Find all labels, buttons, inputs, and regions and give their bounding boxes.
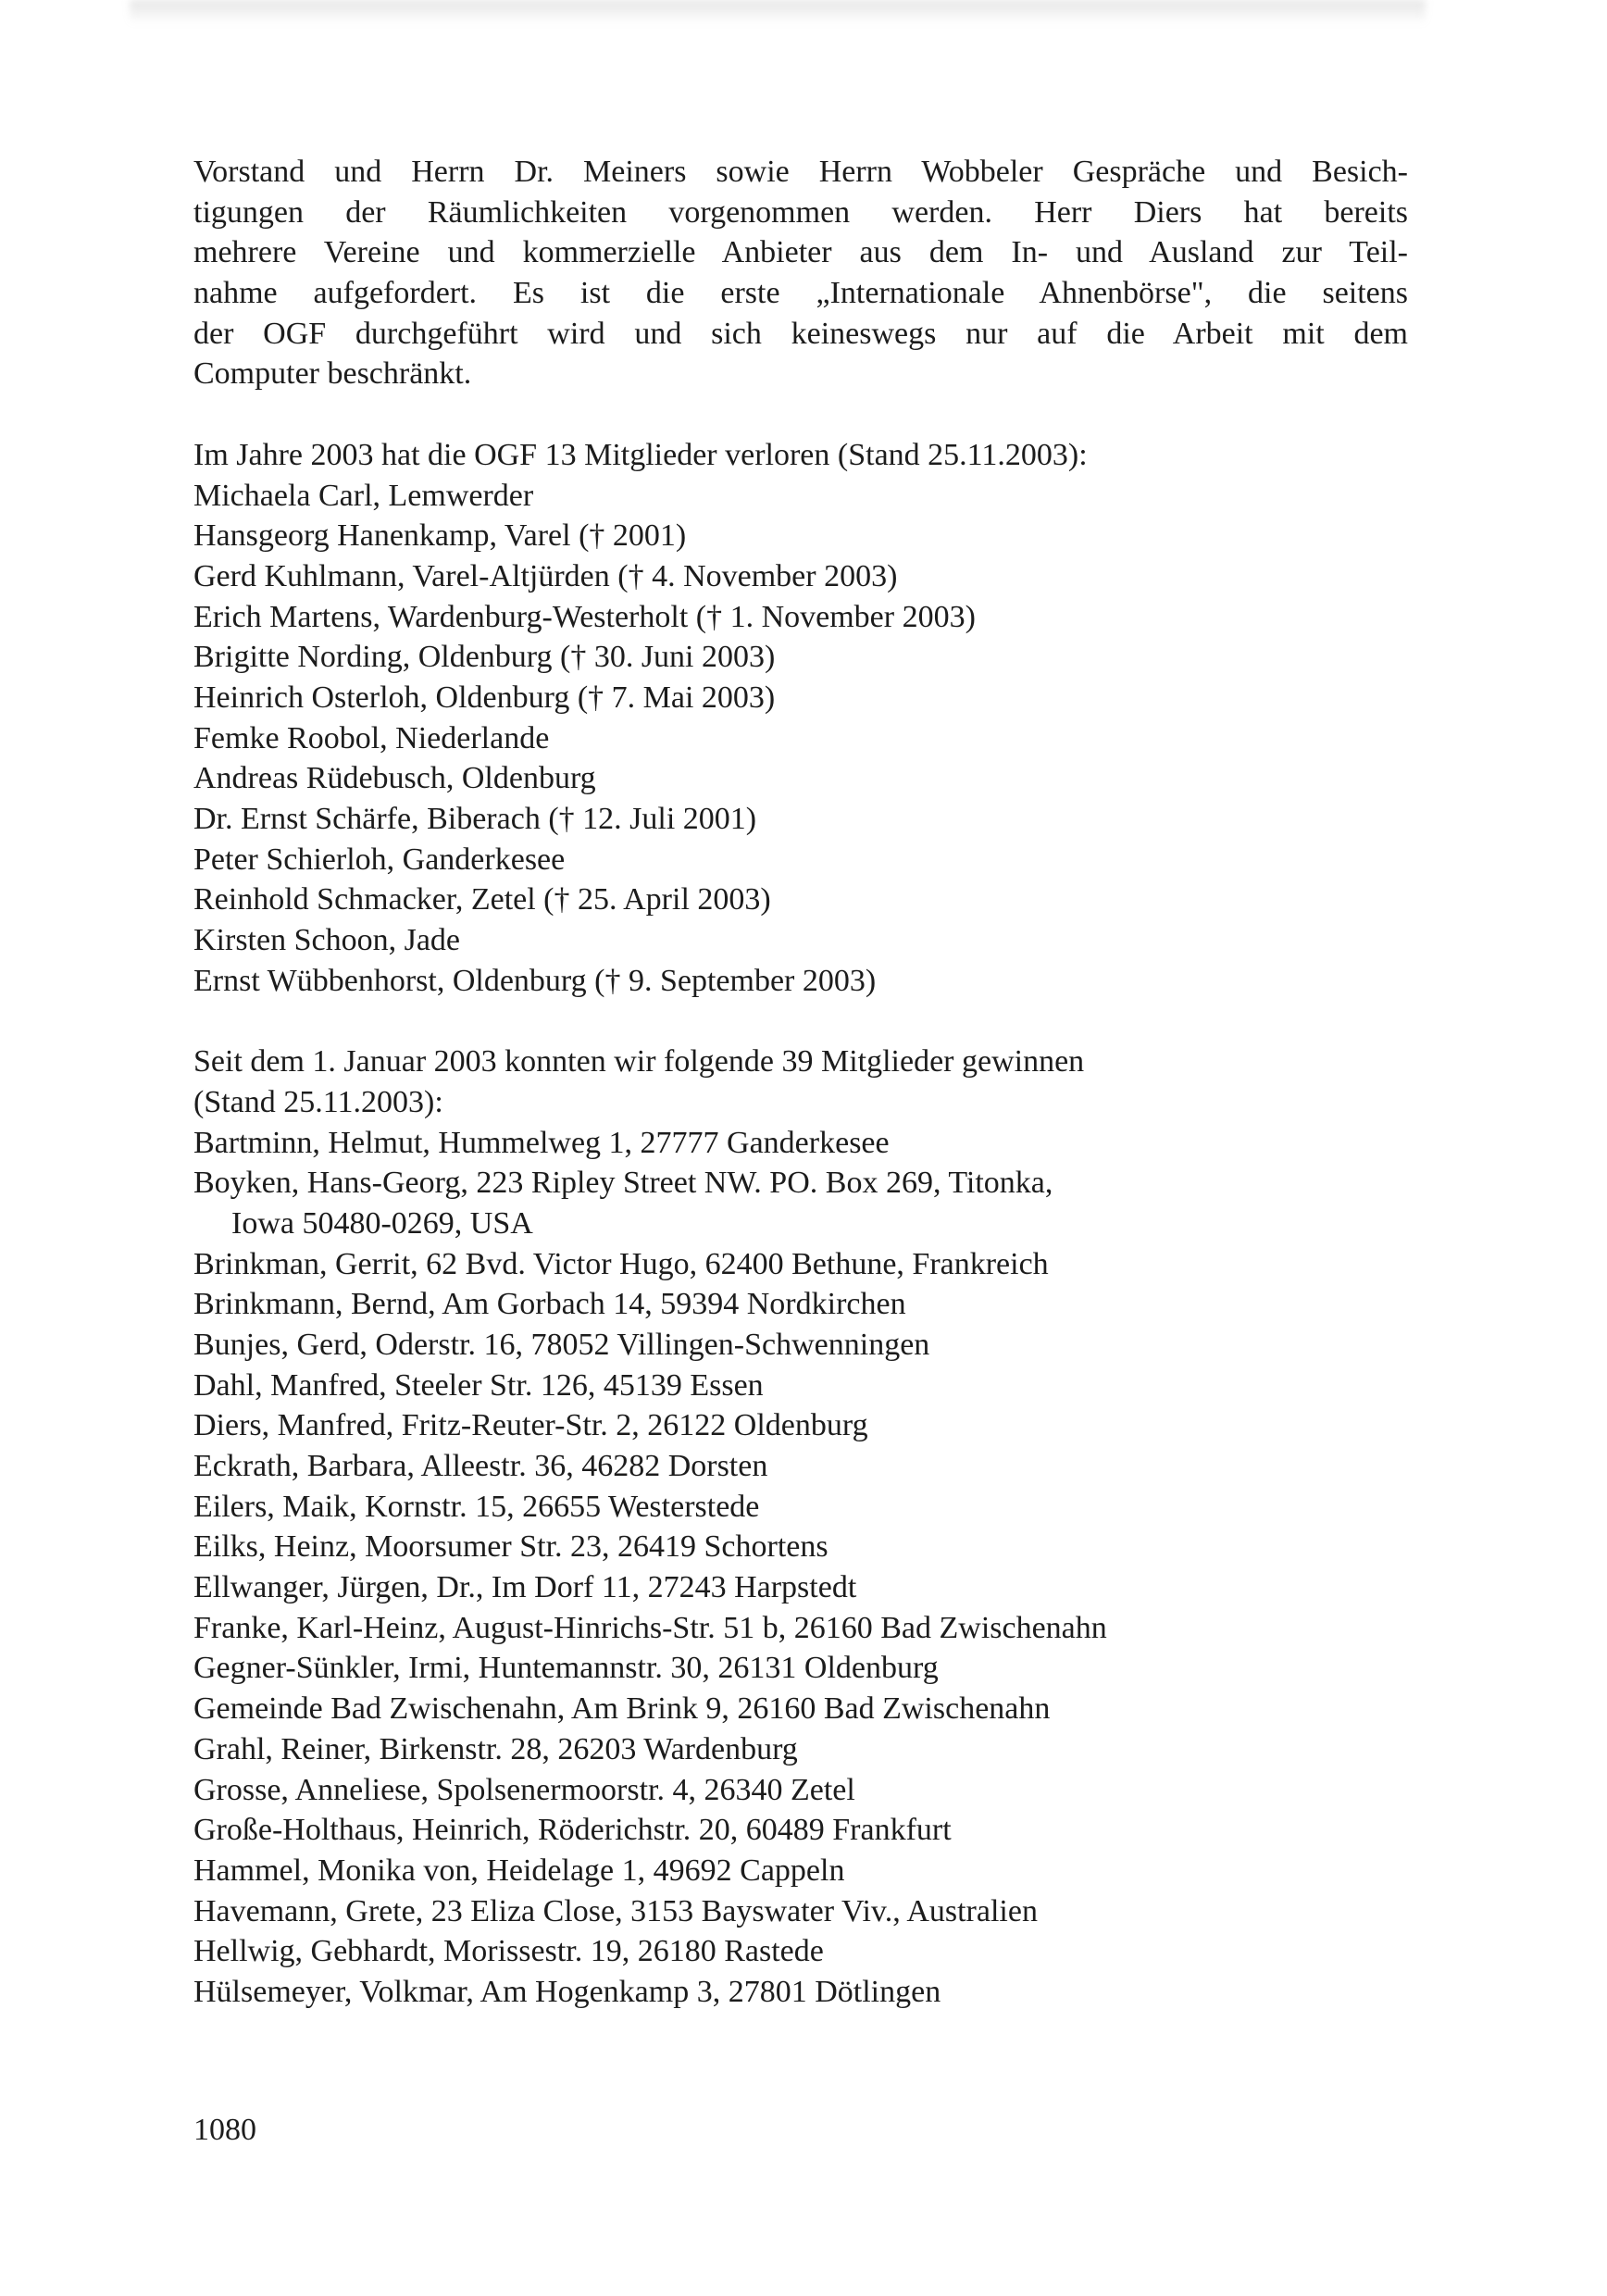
list-item: Dr. Ernst Schärfe, Biberach († 12. Juli 2001) (193, 802, 757, 836)
list-item: Hammel, Monika von, Heidelage 1, 49692 Cappeln (193, 1853, 845, 1888)
list-item: Erich Martens, Wardenburg-Westerholt († 1. November 2003) (193, 599, 976, 634)
lost-members-heading: Im Jahre 2003 hat die OGF 13 Mitglieder verloren (Stand 25.11.2003): (193, 437, 1088, 472)
text-line: Vorstand und Herrn Dr. Meiners sowie Herrn Wobbeler Gespräche und Besich- (193, 155, 1408, 189)
list-item: Iowa 50480-0269, USA (231, 1205, 533, 1241)
paragraph-ahnenboerse (193, 152, 1408, 394)
list-item: Grosse, Anneliese, Spolsenermoorstr. 4, 26340 Zetel (193, 1772, 855, 1807)
list-item: Franke, Karl-Heinz, August-Hinrichs-Str. 51 b, 26160 Bad Zwischenahn (193, 1610, 1107, 1645)
new-members-heading-date: (Stand 25.11.2003): (193, 1084, 443, 1119)
paragraph-gap (193, 1001, 1408, 1042)
list-item: Femke Roobol, Niederlande (193, 720, 550, 755)
list-item: Gerd Kuhlmann, Varel-Altjürden († 4. November 2003) (193, 558, 898, 593)
list-item: Bartminn, Helmut, Hummelweg 1, 27777 Ganderkesee (193, 1125, 890, 1160)
list-item: Heinrich Osterloh, Oldenburg († 7. Mai 2003) (193, 680, 776, 715)
text-line: Computer beschränkt. (193, 356, 472, 392)
list-item: Reinhold Schmacker, Zetel († 25. April 2003) (193, 882, 771, 917)
list-item: Hülsemeyer, Volkmar, Am Hogenkamp 3, 27801 Dötlingen (193, 1974, 941, 2009)
list-item: Brigitte Nording, Oldenburg († 30. Juni 2003) (193, 640, 776, 675)
list-item: Eilers, Maik, Kornstr. 15, 26655 Westerstede (193, 1489, 760, 1524)
list-item: Eckrath, Barbara, Alleestr. 36, 46282 Dorsten (193, 1449, 768, 1483)
list-item: Bunjes, Gerd, Oderstr. 16, 78052 Villingen-Schwenningen (193, 1327, 930, 1362)
new-members-list (193, 1123, 1408, 2013)
list-item: Kirsten Schoon, Jade (193, 923, 461, 958)
list-item: Boyken, Hans-Georg, 223 Ripley Street NW. PO. Box 269, Titonka, (193, 1166, 1053, 1201)
list-item: Brinkmann, Bernd, Am Gorbach 14, 59394 Nordkirchen (193, 1287, 906, 1322)
scan-smudge (130, 0, 1426, 24)
list-item: Hansgeorg Hanenkamp, Varel († 2001) (193, 518, 687, 554)
text-line: nahme aufgefordert. Es ist die erste „Internationale Ahnenbörse", die seitens (193, 276, 1408, 311)
page-number: 1080 (193, 2113, 256, 2147)
list-item: Gemeinde Bad Zwischenahn, Am Brink 9, 26160 Bad Zwischenahn (193, 1691, 1051, 1727)
new-members-heading: Seit dem 1. Januar 2003 konnten wir folgende 39 Mitglieder gewinnen (193, 1044, 1085, 1079)
lost-members-section (193, 435, 1408, 1002)
list-item: Diers, Manfred, Fritz-Reuter-Str. 2, 26122 Oldenburg (193, 1408, 868, 1443)
list-item: Havemann, Grete, 23 Eliza Close, 3153 Bayswater Viv., Australien (193, 1893, 1038, 1928)
list-item: Andreas Rüdebusch, Oldenburg (193, 761, 596, 796)
text-line: tigungen der Räumlichkeiten vorgenommen werden. Herr Diers hat bereits (193, 194, 1408, 230)
paragraph-gap (193, 394, 1408, 435)
page-body (193, 152, 1408, 2013)
list-item: Peter Schierloh, Ganderkesee (193, 842, 566, 877)
list-item: Ernst Wübbenhorst, Oldenburg († 9. September 2003) (193, 963, 877, 998)
list-item: Dahl, Manfred, Steeler Str. 126, 45139 Essen (193, 1367, 764, 1403)
new-members-section (193, 1042, 1408, 2013)
list-item: Michaela Carl, Lemwerder (193, 478, 534, 513)
list-item: Große-Holthaus, Heinrich, Röderichstr. 20, 60489 Frankfurt (193, 1813, 952, 1848)
list-item: Ellwanger, Jürgen, Dr., Im Dorf 11, 27243 Harpstedt (193, 1570, 857, 1605)
text-line: der OGF durchgeführt wird und sich keineswegs nur auf die Arbeit mit dem (193, 316, 1408, 351)
list-item: Gegner-Sünkler, Irmi, Huntemannstr. 30, 26131 Oldenburg (193, 1651, 939, 1686)
list-item: Brinkman, Gerrit, 62 Bvd. Victor Hugo, 62400 Bethune, Frankreich (193, 1246, 1049, 1281)
text-line: mehrere Vereine und kommerzielle Anbieter aus dem In- und Ausland zur Teil- (193, 235, 1408, 270)
list-item: Hellwig, Gebhardt, Morissestr. 19, 26180 Rastede (193, 1934, 824, 1969)
list-item: Grahl, Reiner, Birkenstr. 28, 26203 Wardenburg (193, 1731, 798, 1766)
list-item: Eilks, Heinz, Moorsumer Str. 23, 26419 Schortens (193, 1529, 828, 1565)
lost-members-list (193, 476, 1408, 1002)
